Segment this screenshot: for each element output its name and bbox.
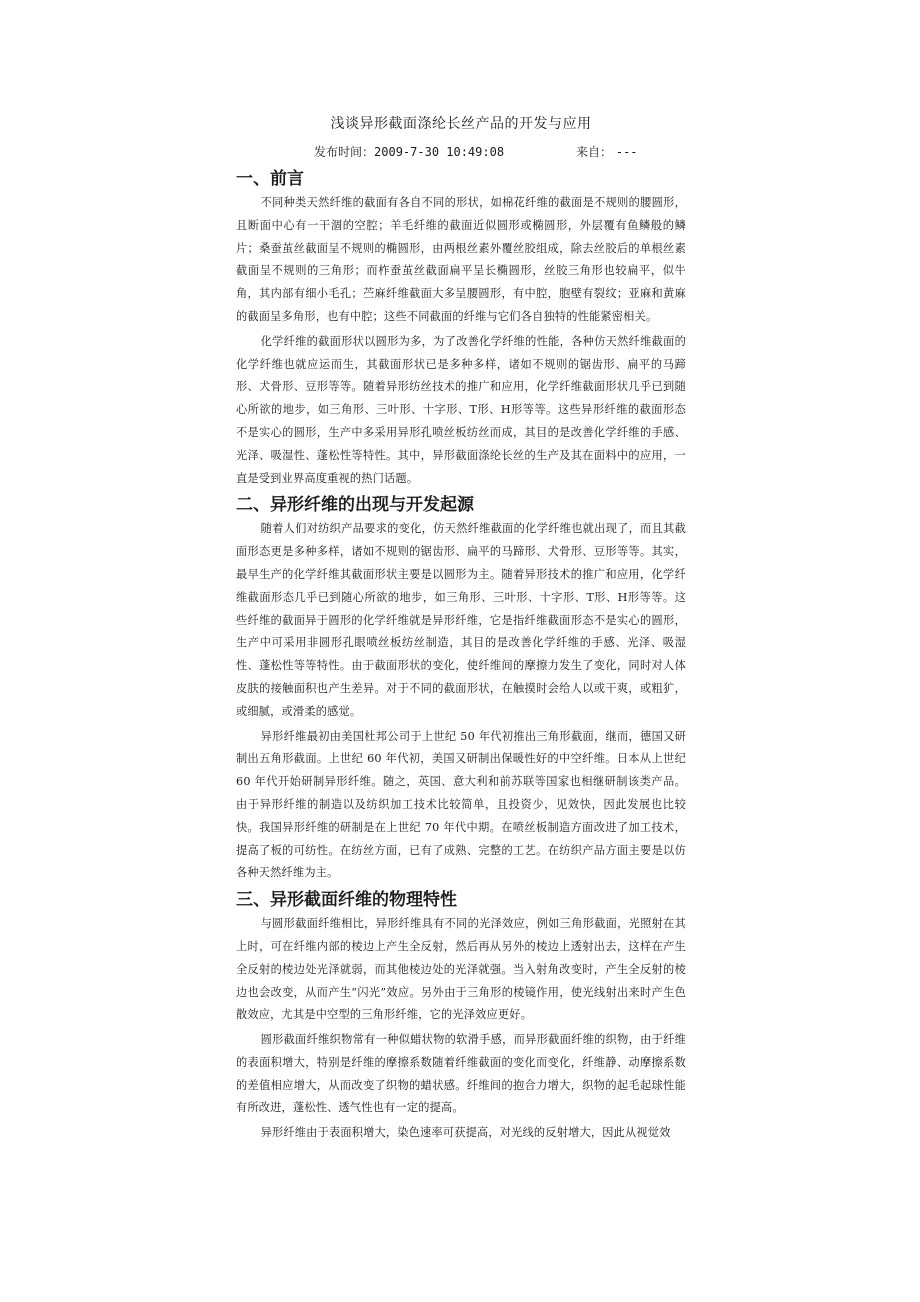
paragraph: 不同种类天然纤维的截面有各自不同的形状，如棉花纤维的截面是不规则的腰圆形，且断面中心有一干涸的空腔；羊毛纤维的截面近似圆形或椭圆形，外层覆有鱼鳞般的鳞片；桑蚕茧丝截面呈不规则的椭圆形，由两根丝素外覆丝胶组成，除去丝胶后的单根丝素截面呈不规则的三角形；而柞蚕茧丝截面扁平呈长椭圆形，丝胶三角形也较扁平，似牛角，其内部有细小毛孔；苎麻纤维截面大多呈腰圆形，有中腔，胞壁有裂纹；亚麻和黄麻的截面呈多角形，也有中腔；这些不同截面的纤维与它们各自独特的性能紧密相关。 [236, 196, 686, 323]
paragraph: 异形纤维由于表面积增大，染色速率可获提高，对光线的反射增大，因此从视觉效 [260, 1126, 671, 1140]
document-title: 浅谈异形截面涤纶长丝产品的开发与应用 [330, 116, 592, 132]
source-label: 来自： [576, 145, 613, 159]
document-meta [236, 142, 686, 162]
source-value: --- [615, 145, 638, 159]
publish-info [314, 142, 504, 162]
published-label: 发布时间： [314, 145, 375, 159]
source-info [576, 142, 638, 162]
section-heading-properties: 三、异形截面纤维的物理特性 [236, 890, 457, 911]
paragraph: 圆形截面纤维织物常有一种似蜡状物的软滑手感，而异形截面纤维的织物，由于纤维的表面积增大，特别是纤维的摩擦系数随着纤维截面的变化而变化，纤维静、动摩擦系数的差值相应增大，从而改变了织物的蜡状感。纤维间的抱合力增大，织物的起毛起球性能有所改进，蓬松性、透气性也有一定的提高。 [236, 1033, 686, 1115]
published-value: 2009-7-30 10:49:08 [374, 145, 505, 159]
section-heading-origin: 二、异形纤维的出现与开发起源 [236, 495, 474, 516]
document-page [236, 112, 686, 1147]
paragraph: 化学纤维的截面形状以圆形为多，为了改善化学纤维的性能，各种仿天然纤维截面的化学纤维也就应运而生，其截面形状已是多种多样，诸如不规则的锯齿形、扁平的马蹄形、犬骨形、豆形等等。随着异形纺丝技术的推广和应用，化学纤维截面形状几乎已到随心所欲的地步，如三角形、三叶形、十字形、T形、H形等等。这些异形纤维的截面形态不是实心的圆形，生产中多采用异形孔喷丝板纺丝而成，其目的是改善化学纤维的手感、光泽、吸湿性、蓬松性等特性。其中，异形截面涤纶长丝的生产及其在面料中的应用，一直是受到业界高度重视的热门话题。 [236, 334, 686, 485]
paragraph: 与圆形截面纤维相比，异形纤维具有不同的光泽效应，例如三角形截面，光照射在其上时，可在纤维内部的棱边上产生全反射，然后再从另外的棱边上透射出去，这样在产生全反射的棱边处光泽就弱，而其他棱边处的光泽就强。当入射角改变时，产生全反射的棱边也会改变，从而产生“闪光”效应。另外由于三角形的棱镜作用，使光线射出来时产生色散效应，尤其是中空型的三角形纤维，它的光泽效应更好。 [236, 917, 686, 1022]
paragraph: 异形纤维最初由美国杜邦公司于上世纪 50 年代初推出三角形截面，继而，德国又研制出五角形截面。上世纪 60 年代初，美国又研制出保暖性好的中空纤维。日本从上世纪 60 年代开始研制异形纤维。随之，英国、意大利和前苏联等国家也相继研制该类产品。由于异形纤维的制造以及纺织加工技术比较简单，且投资少，见效快，因此发展也比较快。我国异形纤维的研制是在上世纪 70 年代中期。在喷丝板制造方面改进了加工技术，提高了板的可纺性。在纺丝方面，已有了成熟、完整的工艺。在纺织产品方面主要是以仿各种天然纤维为主。 [236, 729, 686, 880]
section-heading-preface: 一、前言 [236, 169, 304, 189]
paragraph: 随着人们对纺织产品要求的变化，仿天然纤维截面的化学纤维也就出现了，而且其截面形态更是多种多样，诸如不规则的锯齿形、扁平的马蹄形、犬骨形、豆形等等。其实，最早生产的化学纤维其截面形状主要是以圆形为主。随着异形技术的推广和应用，化学纤维截面形态几乎已到随心所欲的地步，如三角形、三叶形、十字形、T形、H形等等。这些纤维的截面异于圆形的化学纤维就是异形纤维，它是指纤维截面形态不是实心的圆形，生产中可采用非圆形孔眼喷丝板纺丝制造，其目的是改善化学纤维的手感、光泽、吸湿性、蓬松性等等特性。由于截面形状的变化，使纤维间的摩擦力发生了变化，同时对人体皮肤的接触面积也产生差异。对于不同的截面形状，在触摸时会给人以或干爽，或粗犷，或细腻，或滑柔的感觉。 [236, 522, 686, 718]
